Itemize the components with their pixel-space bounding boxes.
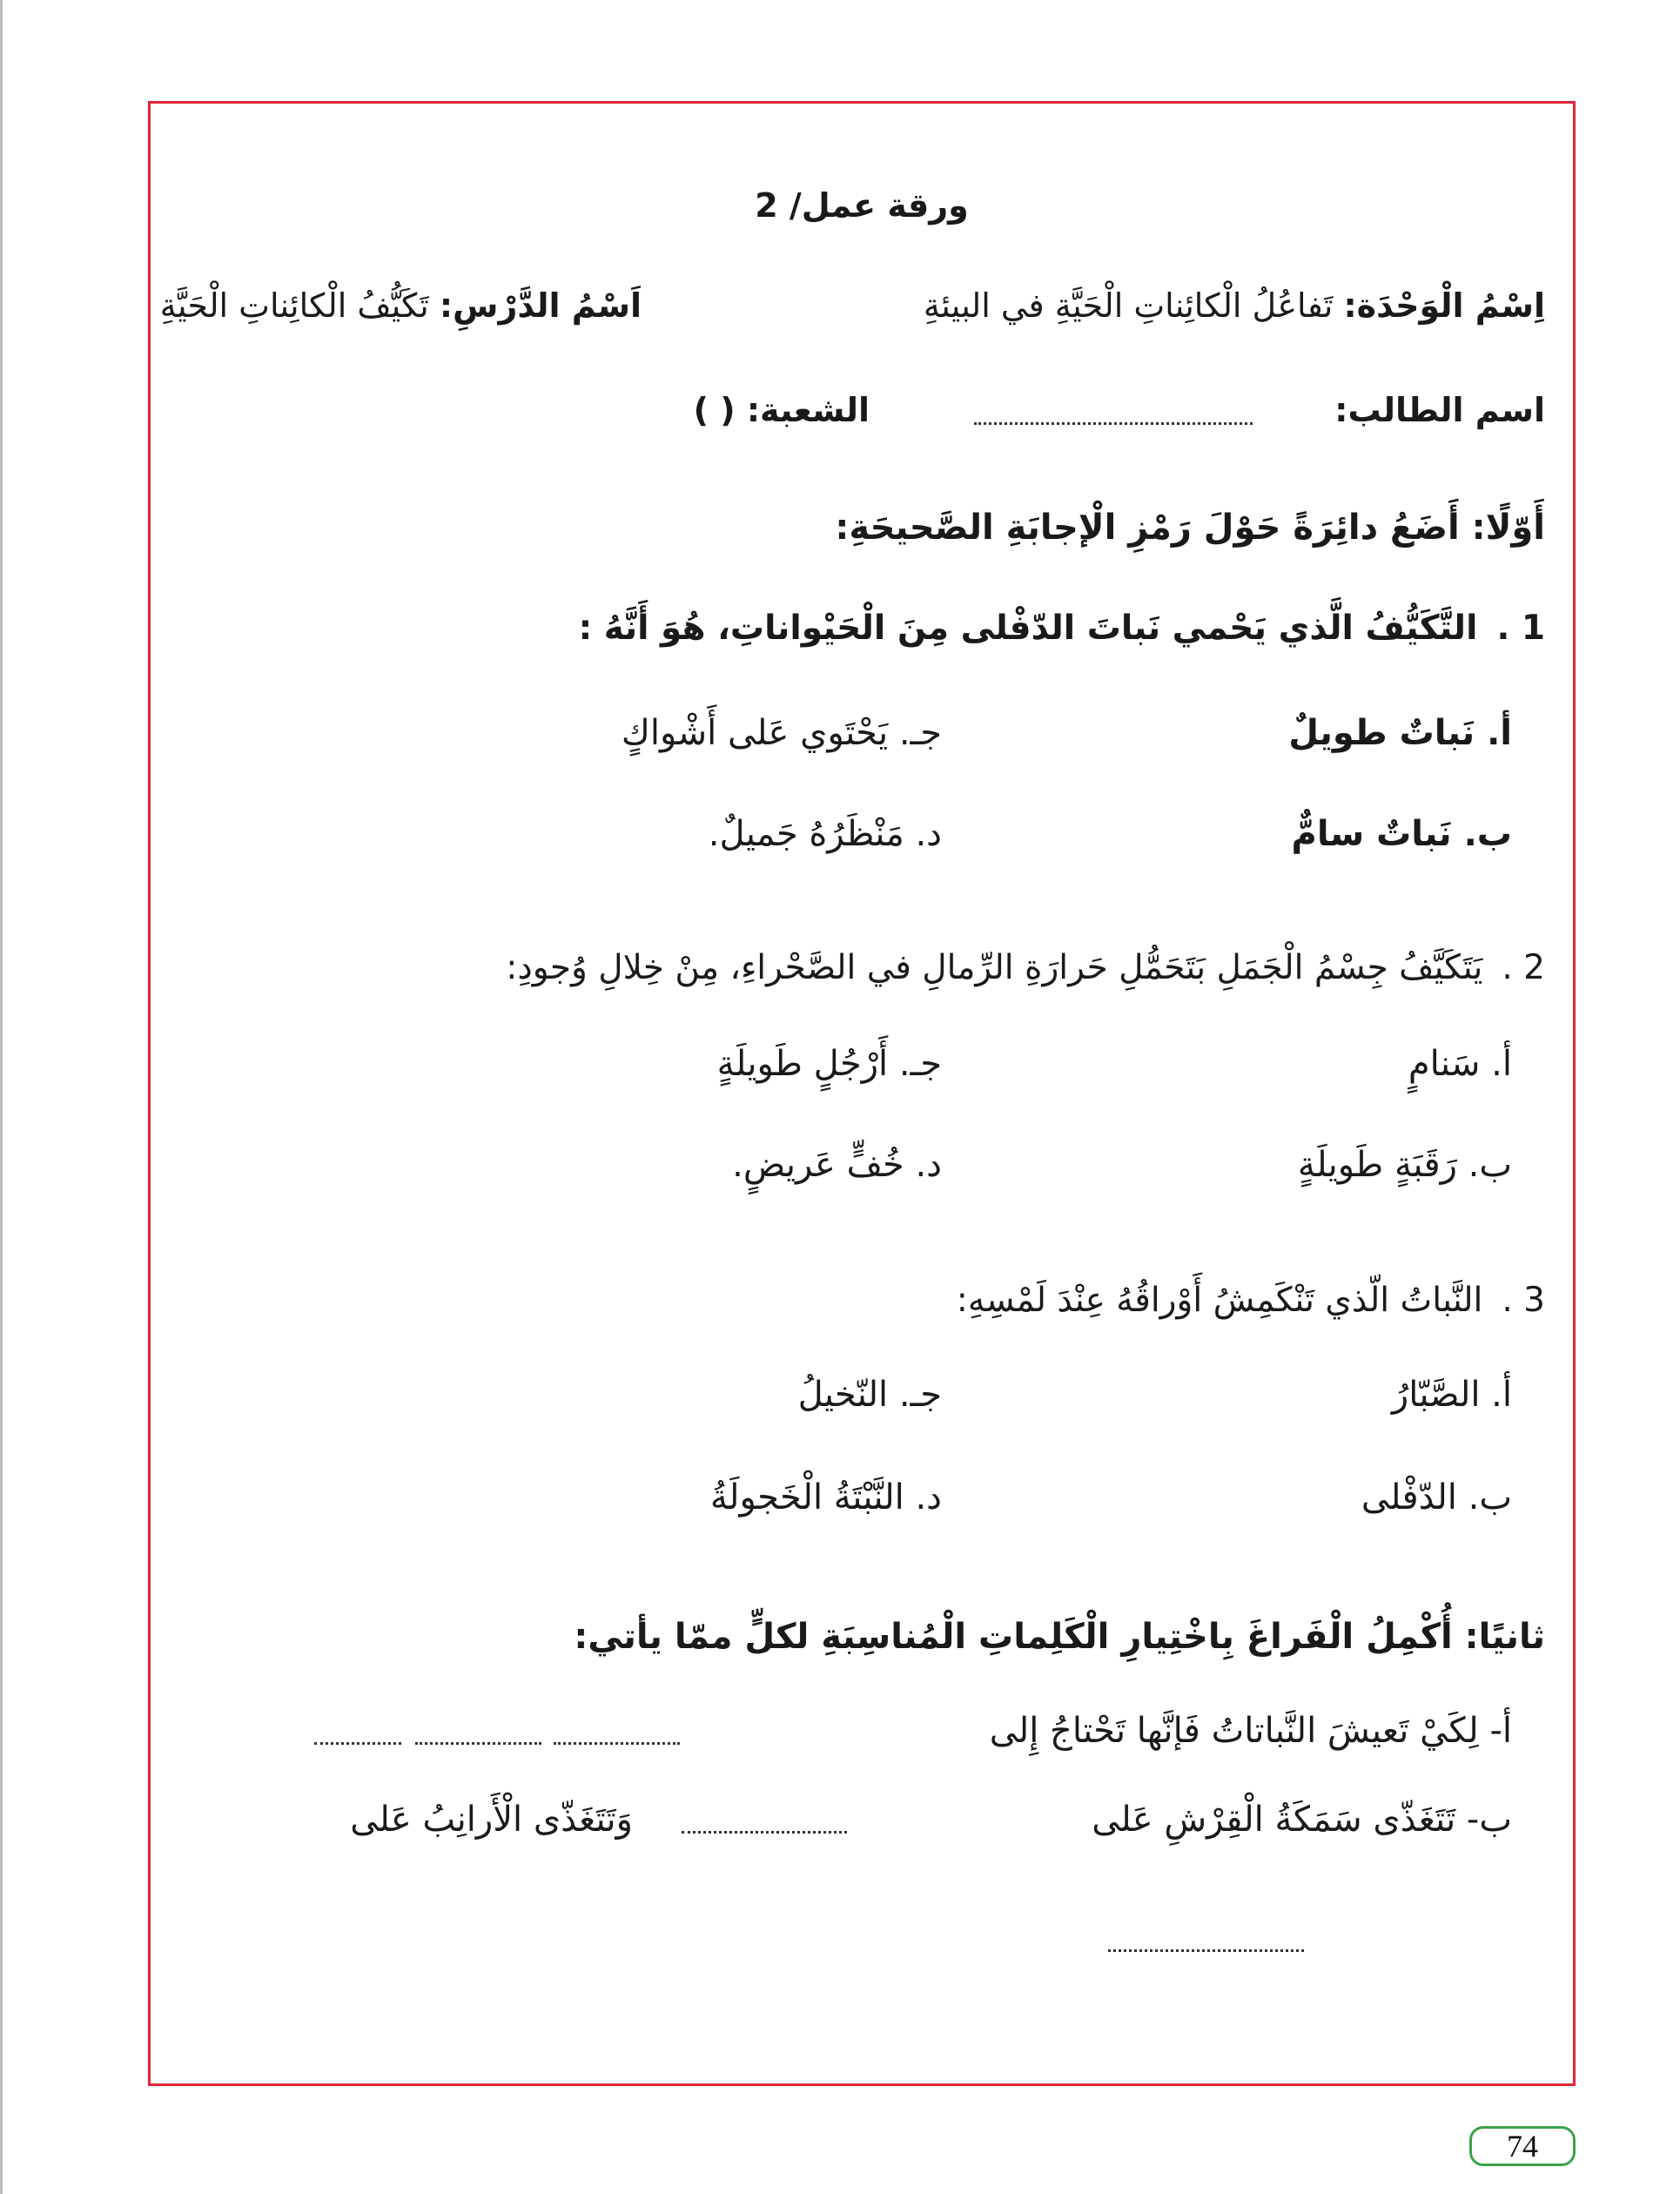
fill-blank-a-3[interactable] — [314, 1742, 401, 1745]
lesson-label: اَسْمُ الدَّرْسِ: — [439, 286, 642, 325]
q1-option-a[interactable]: أ. نَباتٌ طويلٌ — [1288, 713, 1512, 753]
fill-blank-a-1[interactable] — [554, 1742, 680, 1745]
q1-option-c[interactable]: جـ. يَحْتَوي عَلى أَشْواكٍ — [621, 713, 942, 753]
lesson-name: تَكَيُّفُ الْكائِناتِ الْحَيَّةِ — [159, 286, 429, 325]
q2-option-a[interactable]: أ. سَنامٍ — [1408, 1044, 1512, 1084]
question-1-number: 1 . — [1496, 609, 1545, 648]
student-name-label: اسم الطالب: — [1334, 391, 1545, 429]
question-1 — [579, 609, 1545, 648]
q3-option-a[interactable]: أ. الصَّبّارُ — [1391, 1375, 1512, 1415]
q1-option-d[interactable]: د. مَنْظَرُهُ جَميلٌ. — [708, 814, 942, 854]
q3-option-c[interactable]: جـ. النّخيلُ — [797, 1375, 942, 1415]
fill-line-a: أ- لِكَيْ تَعيشَ النَّباتاتُ فَإنَّها تَحْتاجُ إِلى — [989, 1711, 1512, 1751]
q1-option-b[interactable]: ب. نَباتٌ سامٌّ — [1291, 814, 1512, 854]
q3-option-b[interactable]: ب. الدّفْلى — [1361, 1477, 1512, 1518]
q2-option-c[interactable]: جـ. أَرْجُلٍ طَويلَةٍ — [716, 1044, 942, 1084]
question-3-text: النَّباتُ الّذي تَنْكَمِشُ أَوْراقُهُ عِنْدَ لَمْسِهِ: — [956, 1281, 1483, 1320]
section-label: الشعبة: ( ) — [693, 391, 870, 429]
fill-blank-b-1[interactable] — [682, 1831, 847, 1834]
q3-option-d[interactable]: د. النَّبْتَةُ الْخَجولَةُ — [709, 1477, 942, 1518]
question-1-text: التَّكَيُّفُ الَّذي يَحْمي نَباتَ الدّفْلى مِنَ الْحَيْواناتِ، هُوَ أَنَّهُ : — [578, 609, 1478, 648]
page-edge-rule — [0, 0, 3, 2194]
student-name-field[interactable] — [974, 422, 1253, 425]
part2-heading: ثانيًا: أُكْمِلُ الْفَراغَ بِاخْتِيارِ الْكَلِماتِ الْمُناسِبَةِ لكلٍّ ممّا يأتي: — [574, 1617, 1545, 1657]
worksheet-title: ورقة عمل/ 2 — [755, 186, 969, 225]
q2-option-b[interactable]: ب. رَقَبَةٍ طَويلَةٍ — [1297, 1145, 1512, 1185]
question-3-number: 3 . — [1502, 1281, 1545, 1320]
part1-heading: أَوّلًا: أَضَعُ دائِرَةً حَوْلَ رَمْزِ الْإجابَةِ الصَّحيحَةِ: — [835, 508, 1545, 548]
fill-line-b-part2: وَتَتَغَذّى الْأَرانِبُ عَلى — [350, 1800, 633, 1840]
lesson-line — [160, 286, 642, 325]
worksheet-frame — [148, 101, 1576, 2086]
question-3 — [957, 1281, 1545, 1320]
unit-name: تَفاعُلُ الْكائِناتِ الْحَيَّةِ في البيئةِ — [923, 286, 1334, 325]
fill-blank-a-2[interactable] — [415, 1742, 541, 1745]
question-2-text: يَتَكَيَّفُ جِسْمُ الْجَمَلِ بَتَحَمُّلِ حَرارَةِ الرِّمالِ في الصَّحْراءِ، مِنْ خِلالِ وُجودِ: — [506, 948, 1483, 987]
unit-line — [924, 286, 1545, 325]
question-2 — [506, 948, 1545, 987]
q2-option-d[interactable]: د. خُفٍّ عَريضٍ. — [732, 1145, 942, 1185]
unit-label: اِسْمُ الْوَحْدَة: — [1343, 286, 1545, 325]
question-2-number: 2 . — [1502, 948, 1545, 987]
page-number-badge: 74 — [1469, 2126, 1576, 2166]
fill-blank-b-2[interactable] — [1108, 1949, 1304, 1952]
fill-line-b-part1: ب- تَتَغَذّى سَمَكَةُ الْقِرْشِ عَلى — [1092, 1800, 1512, 1840]
